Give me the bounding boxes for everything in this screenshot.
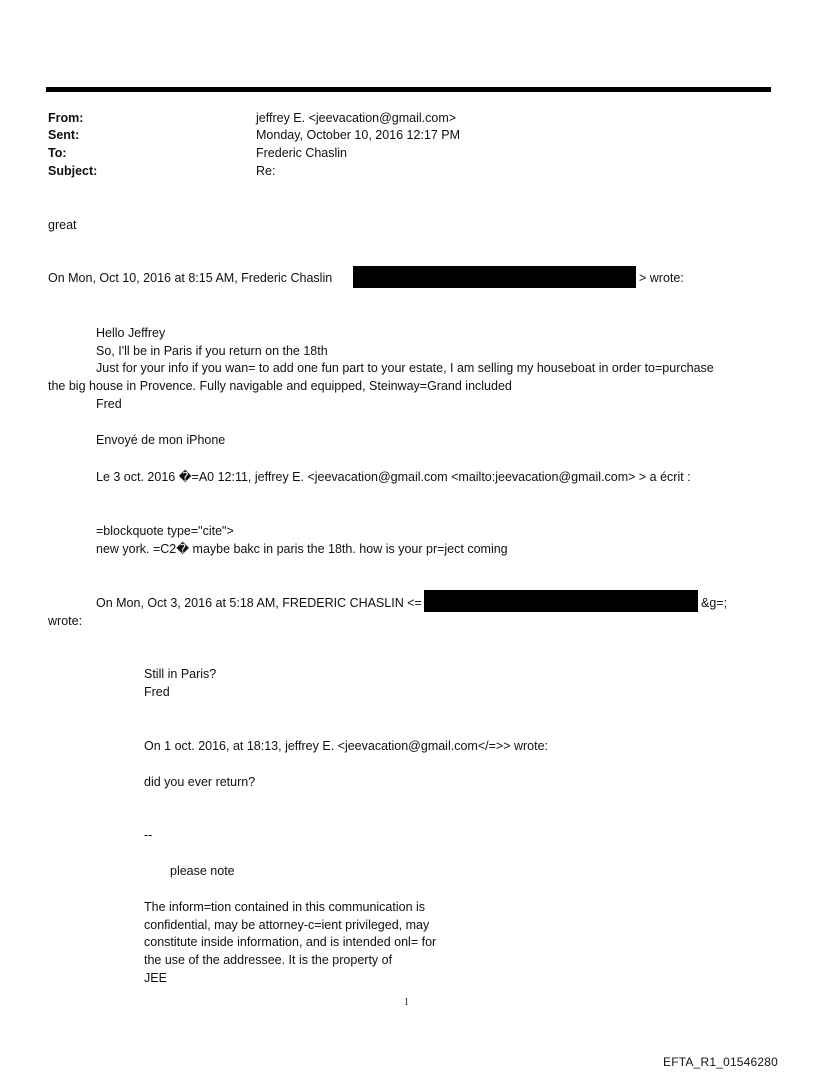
subject-label: Subject: <box>48 164 98 178</box>
subject-value: Re: <box>256 164 276 178</box>
header-rule <box>46 87 771 92</box>
newyork-line: new york. =C2� maybe bakc in paris the 18th. how is your pr=ject coming <box>96 542 508 556</box>
disclaimer-line: the use of the addressee. It is the property of <box>144 953 393 967</box>
from-label: From: <box>48 111 84 125</box>
please-note-line: please note <box>170 864 235 878</box>
dashes-line: -- <box>144 828 153 842</box>
disclaimer-line: constitute inside information, and is intended onl= for <box>144 935 437 949</box>
hello-line: Hello Jeffrey <box>96 326 166 340</box>
document-id: EFTA_R1_01546280 <box>663 1055 779 1069</box>
disclaimer-line: confidential, may be attorney-c=ient privileged, may <box>144 918 430 932</box>
wrote-line: wrote: <box>48 614 83 628</box>
redaction-box <box>424 590 698 612</box>
page-number: 1 <box>404 997 409 1008</box>
le3-line: Le 3 oct. 2016 �=A0 12:11, jeffrey E. <jeevacation@gmail.com <mailto:jeevacation@gmail.com> > a écrit : <box>96 470 691 484</box>
quote2-intro: On Mon, Oct 3, 2016 at 5:18 AM, FREDERIC CHASLIN <= <box>96 596 422 610</box>
iphone-line: Envoyé de mon iPhone <box>96 433 226 447</box>
signature-fred-2: Fred <box>144 685 170 699</box>
to-value: Frederic Chaslin <box>256 146 348 160</box>
info-line-a: Just for your info if you wan= to add one fun part to your estate, I am selling my houseboat in order to=purchase <box>96 361 714 375</box>
from-value: jeffrey E. <jeevacation@gmail.com> <box>256 111 457 125</box>
disclaimer-line: The inform=tion contained in this communication is <box>144 900 426 914</box>
sent-label: Sent: <box>48 128 80 142</box>
on1oct-line: On 1 oct. 2016, at 18:13, jeffrey E. <jeevacation@gmail.com</=>> wrote: <box>144 739 549 753</box>
blockquote-line: =blockquote type="cite"> <box>96 524 234 538</box>
sent-value: Monday, October 10, 2016 12:17 PM <box>256 128 461 142</box>
info-line-b: the big house in Provence. Fully navigable and equipped, Steinway=Grand included <box>48 379 512 393</box>
to-label: To: <box>48 146 67 160</box>
quote1-intro: On Mon, Oct 10, 2016 at 8:15 AM, Frederic Chaslin <box>48 271 333 285</box>
signature-fred: Fred <box>96 397 122 411</box>
paris-line: So, I'll be in Paris if you return on the 18th <box>96 344 328 358</box>
quote1-intro-end: > wrote: <box>639 271 684 285</box>
didyou-line: did you ever return? <box>144 775 256 789</box>
disclaimer-line: JEE <box>144 971 167 985</box>
redaction-box <box>353 266 636 288</box>
quote2-intro-end: &g=; <box>701 596 728 610</box>
reply-text: great <box>48 218 77 232</box>
still-line: Still in Paris? <box>144 667 217 681</box>
